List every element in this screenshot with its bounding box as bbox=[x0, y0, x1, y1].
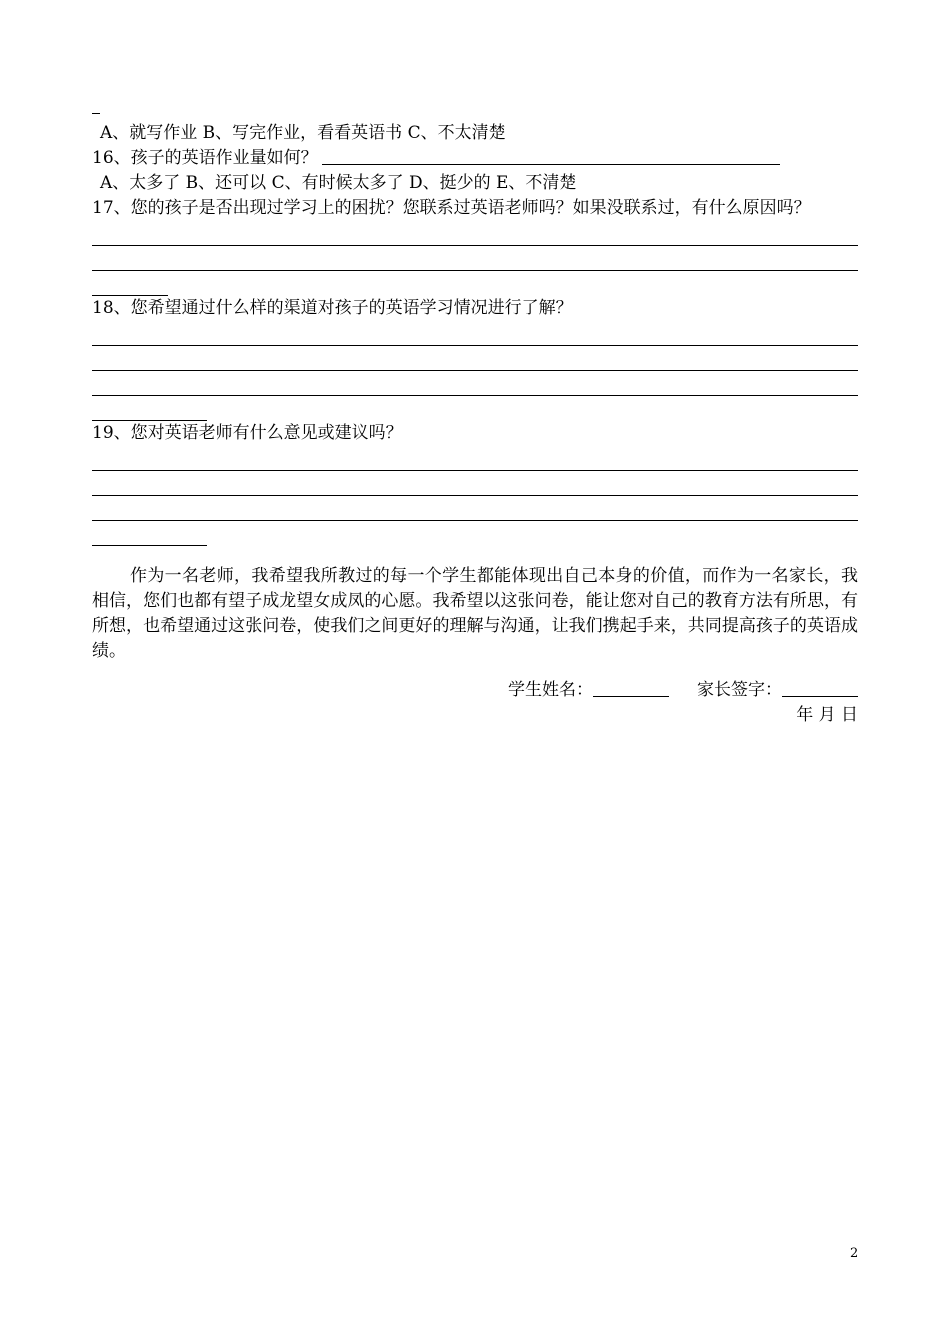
q16-question: 16、孩子的英语作业量如何？ bbox=[92, 148, 318, 168]
q18-answer-line[interactable] bbox=[92, 371, 858, 396]
page-number: 2 bbox=[850, 1246, 859, 1261]
q19-answer-line[interactable] bbox=[92, 446, 858, 471]
q19-question: 19、您对英语老师有什么意见或建议吗？ bbox=[92, 423, 403, 443]
signature-row bbox=[92, 678, 858, 703]
q16-row bbox=[92, 146, 858, 171]
q16-answer-blank[interactable] bbox=[322, 146, 780, 165]
q19-answer-line-end[interactable] bbox=[92, 521, 207, 546]
date-line: 年 月 日 bbox=[796, 705, 858, 725]
q17-answer-line[interactable] bbox=[92, 221, 858, 246]
top-stub bbox=[92, 96, 858, 121]
q16-options: A、太多了 B、还可以 C、有时候太多了 D、挺少的 E、不清楚 bbox=[100, 173, 577, 193]
parent-signature-blank[interactable] bbox=[782, 678, 858, 697]
q15-options: A、就写作业 B、写完作业，看看英语书 C、不太清楚 bbox=[100, 123, 506, 143]
q18-question: 18、您希望通过什么样的渠道对孩子的英语学习情况进行了解？ bbox=[92, 298, 573, 318]
q18-answer-line-end[interactable] bbox=[92, 396, 207, 421]
student-name-blank[interactable] bbox=[593, 678, 669, 697]
stub-dash bbox=[92, 96, 100, 114]
q17-answer-line[interactable] bbox=[92, 246, 858, 271]
q18-answer-line[interactable] bbox=[92, 321, 858, 346]
q17-question: 17、您的孩子是否出现过学习上的困扰？您联系过英语老师吗？如果没联系过，有什么原因吗？ bbox=[92, 198, 811, 218]
q18-answer-line[interactable] bbox=[92, 346, 858, 371]
q19-answer-line[interactable] bbox=[92, 496, 858, 521]
q19-answer-line[interactable] bbox=[92, 471, 858, 496]
student-name-label: 学生姓名： bbox=[508, 680, 593, 700]
parent-signature-label: 家长签字： bbox=[697, 680, 782, 700]
closing-paragraph: 作为一名老师，我希望我所教过的每一个学生都能体现出自己本身的价值，而作为一名家长，我相信，您们也都有望子成龙望女成凤的心愿。我希望以这张问卷，能让您对自己的教育方法有所思，有所想，也希望通过这张问卷，使我们之间更好的理解与沟通，让我们携起手来，共同提高孩子的英语成绩。 bbox=[92, 566, 858, 661]
questionnaire-body bbox=[92, 96, 858, 728]
q17-answer-line-end[interactable] bbox=[92, 271, 168, 296]
